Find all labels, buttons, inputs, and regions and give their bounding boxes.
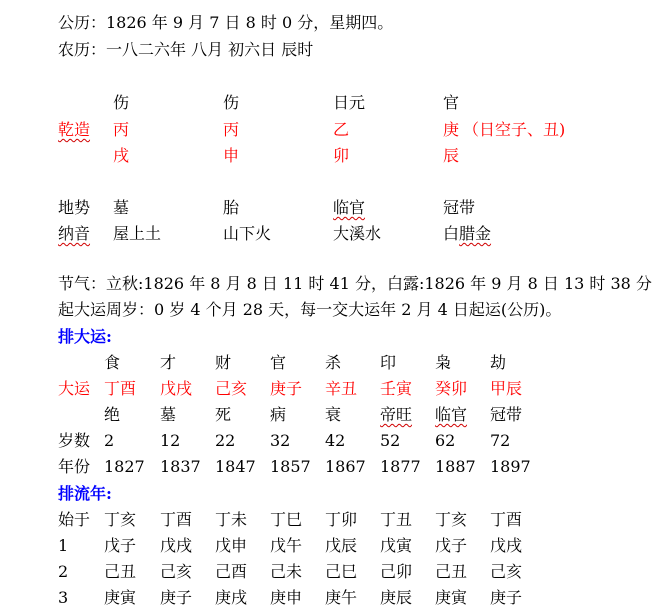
dayun-stage-6: 帝旺 — [380, 405, 413, 424]
dayun-god-2: 才 — [160, 353, 177, 372]
dayun-title: 排大运: — [58, 327, 112, 346]
liunian-cell: 戊申 — [215, 536, 248, 555]
dayun-age-7: 62 — [435, 431, 456, 450]
dayun-label: 大运 — [58, 379, 91, 398]
terrain-month: 胎 — [223, 198, 240, 217]
dayun-stage-4: 病 — [270, 405, 287, 424]
nayin-hour — [443, 224, 491, 244]
dayun-year-8: 1897 — [490, 457, 531, 476]
dayun-year-7: 1887 — [435, 457, 476, 476]
stem-month: 丙 — [223, 120, 240, 139]
liunian-cell: 戊寅 — [380, 536, 413, 555]
branch-day: 卯 — [333, 146, 350, 165]
dayun-age-3: 22 — [215, 431, 236, 450]
liunian-row-label: 1 — [58, 536, 69, 555]
liunian-cell: 丁未 — [215, 510, 248, 529]
jieqi-line: 节气：立秋:1826 年 8 月 8 日 11 时 41 分，白露:1826 年 9 月 8 日 13 时 38 分 — [58, 274, 652, 293]
liunian-row-label: 2 — [58, 562, 69, 581]
branch-year: 戌 — [113, 146, 130, 165]
dayun-year-4: 1857 — [270, 457, 311, 476]
terrain-year: 墓 — [113, 198, 130, 217]
kong-note: （日空子、丑) — [463, 120, 566, 139]
ten-god-year: 伤 — [113, 93, 130, 112]
dayun-year-5: 1867 — [325, 457, 366, 476]
dayun-god-7: 枭 — [435, 353, 452, 372]
dayun-pillar-8: 甲辰 — [490, 379, 523, 398]
nayin-label: 纳音 — [58, 224, 91, 243]
liunian-cell: 己未 — [270, 562, 303, 581]
dayun-pillar-7: 癸卯 — [435, 379, 468, 398]
liunian-cell: 己亥 — [490, 562, 523, 581]
dayun-age-1: 2 — [104, 431, 115, 450]
liunian-cell: 戊子 — [435, 536, 468, 555]
liunian-cell: 丁酉 — [490, 510, 523, 529]
ten-god-hour: 官 — [443, 93, 460, 112]
dayun-pillar-6: 壬寅 — [380, 379, 413, 398]
liunian-cell: 庚寅 — [435, 588, 468, 607]
liunian-cell: 庚辰 — [380, 588, 413, 607]
dayun-age-8: 72 — [490, 431, 511, 450]
liunian-cell: 庚午 — [325, 588, 358, 607]
nayin-day: 大溪水 — [333, 224, 382, 243]
year-label: 年份 — [58, 457, 91, 476]
dayun-stage-3: 死 — [215, 405, 232, 424]
nayin-year: 屋上土 — [113, 224, 162, 243]
liunian-cell: 庚子 — [490, 588, 523, 607]
ten-god-month: 伤 — [223, 93, 240, 112]
dayun-god-6: 印 — [380, 353, 397, 372]
dayun-age-2: 12 — [160, 431, 181, 450]
liunian-cell: 己酉 — [215, 562, 248, 581]
dayun-age-4: 32 — [270, 431, 291, 450]
dayun-year-6: 1877 — [380, 457, 421, 476]
stem-hour: 庚 — [443, 120, 460, 139]
dayun-pillar-1: 丁酉 — [104, 379, 137, 398]
liunian-cell: 戊午 — [270, 536, 303, 555]
branch-hour: 辰 — [443, 146, 460, 165]
dayun-stage-1: 绝 — [104, 405, 121, 424]
dayun-age-5: 42 — [325, 431, 346, 450]
qianzao-label: 乾造 — [58, 120, 91, 139]
dayun-god-5: 杀 — [325, 353, 342, 372]
dayun-stage-5: 衰 — [325, 405, 342, 424]
liunian-cell: 丁亥 — [104, 510, 137, 529]
liunian-cell: 丁亥 — [435, 510, 468, 529]
liunian-cell: 己巳 — [325, 562, 358, 581]
nayin-month: 山下火 — [223, 224, 272, 243]
branch-month: 申 — [223, 146, 240, 165]
liunian-title: 排流年: — [58, 484, 112, 503]
liunian-cell: 戊戌 — [160, 536, 193, 555]
terrain-label: 地势 — [58, 198, 91, 217]
dayun-god-1: 食 — [104, 353, 121, 372]
nayin-hour-text: 白腊金 — [443, 224, 492, 243]
dayun-pillar-5: 辛丑 — [325, 379, 358, 398]
stem-year: 丙 — [113, 120, 130, 139]
lunar-date: 农历：一八二六年 八月 初六日 辰时 — [58, 40, 314, 59]
liunian-cell: 丁卯 — [325, 510, 358, 529]
dayun-pillar-4: 庚子 — [270, 379, 303, 398]
dayun-year-2: 1837 — [160, 457, 201, 476]
dayun-god-3: 财 — [215, 353, 232, 372]
dayun-stage-7: 临官 — [435, 405, 468, 424]
dayun-stage-2: 墓 — [160, 405, 177, 424]
terrain-day: 临官 — [333, 198, 366, 217]
liunian-cell: 庚戌 — [215, 588, 248, 607]
liunian-cell: 己丑 — [104, 562, 137, 581]
solar-date: 公历：1826 年 9 月 7 日 8 时 0 分，星期四。 — [58, 13, 394, 32]
dayun-pillar-2: 戊戌 — [160, 379, 193, 398]
liunian-cell: 庚子 — [160, 588, 193, 607]
liunian-cell: 己亥 — [160, 562, 193, 581]
dayun-god-4: 官 — [270, 353, 287, 372]
liunian-cell: 丁丑 — [380, 510, 413, 529]
dayun-god-8: 劫 — [490, 353, 507, 372]
liunian-row-label: 始于 — [58, 510, 91, 529]
dayun-year-1: 1827 — [104, 457, 145, 476]
dayun-pillar-3: 己亥 — [215, 379, 248, 398]
liunian-cell: 丁巳 — [270, 510, 303, 529]
liunian-cell: 庚申 — [270, 588, 303, 607]
stem-day: 乙 — [333, 120, 350, 139]
day-master: 日元 — [333, 93, 366, 112]
liunian-cell: 庚寅 — [104, 588, 137, 607]
liunian-cell: 戊子 — [104, 536, 137, 555]
liunian-row-label: 3 — [58, 588, 69, 607]
liunian-cell: 己卯 — [380, 562, 413, 581]
liunian-cell: 戊辰 — [325, 536, 358, 555]
liunian-cell: 丁酉 — [160, 510, 193, 529]
dayun-stage-8: 冠带 — [490, 405, 523, 424]
dayun-year-3: 1847 — [215, 457, 256, 476]
liunian-cell: 己丑 — [435, 562, 468, 581]
liunian-cell: 戊戌 — [490, 536, 523, 555]
age-label: 岁数 — [58, 431, 91, 450]
terrain-hour: 冠带 — [443, 198, 476, 217]
dayun-age-6: 52 — [380, 431, 401, 450]
qiyun-line: 起大运周岁：0 岁 4 个月 28 天，每一交大运年 2 月 4 日起运(公历)。 — [58, 300, 562, 319]
